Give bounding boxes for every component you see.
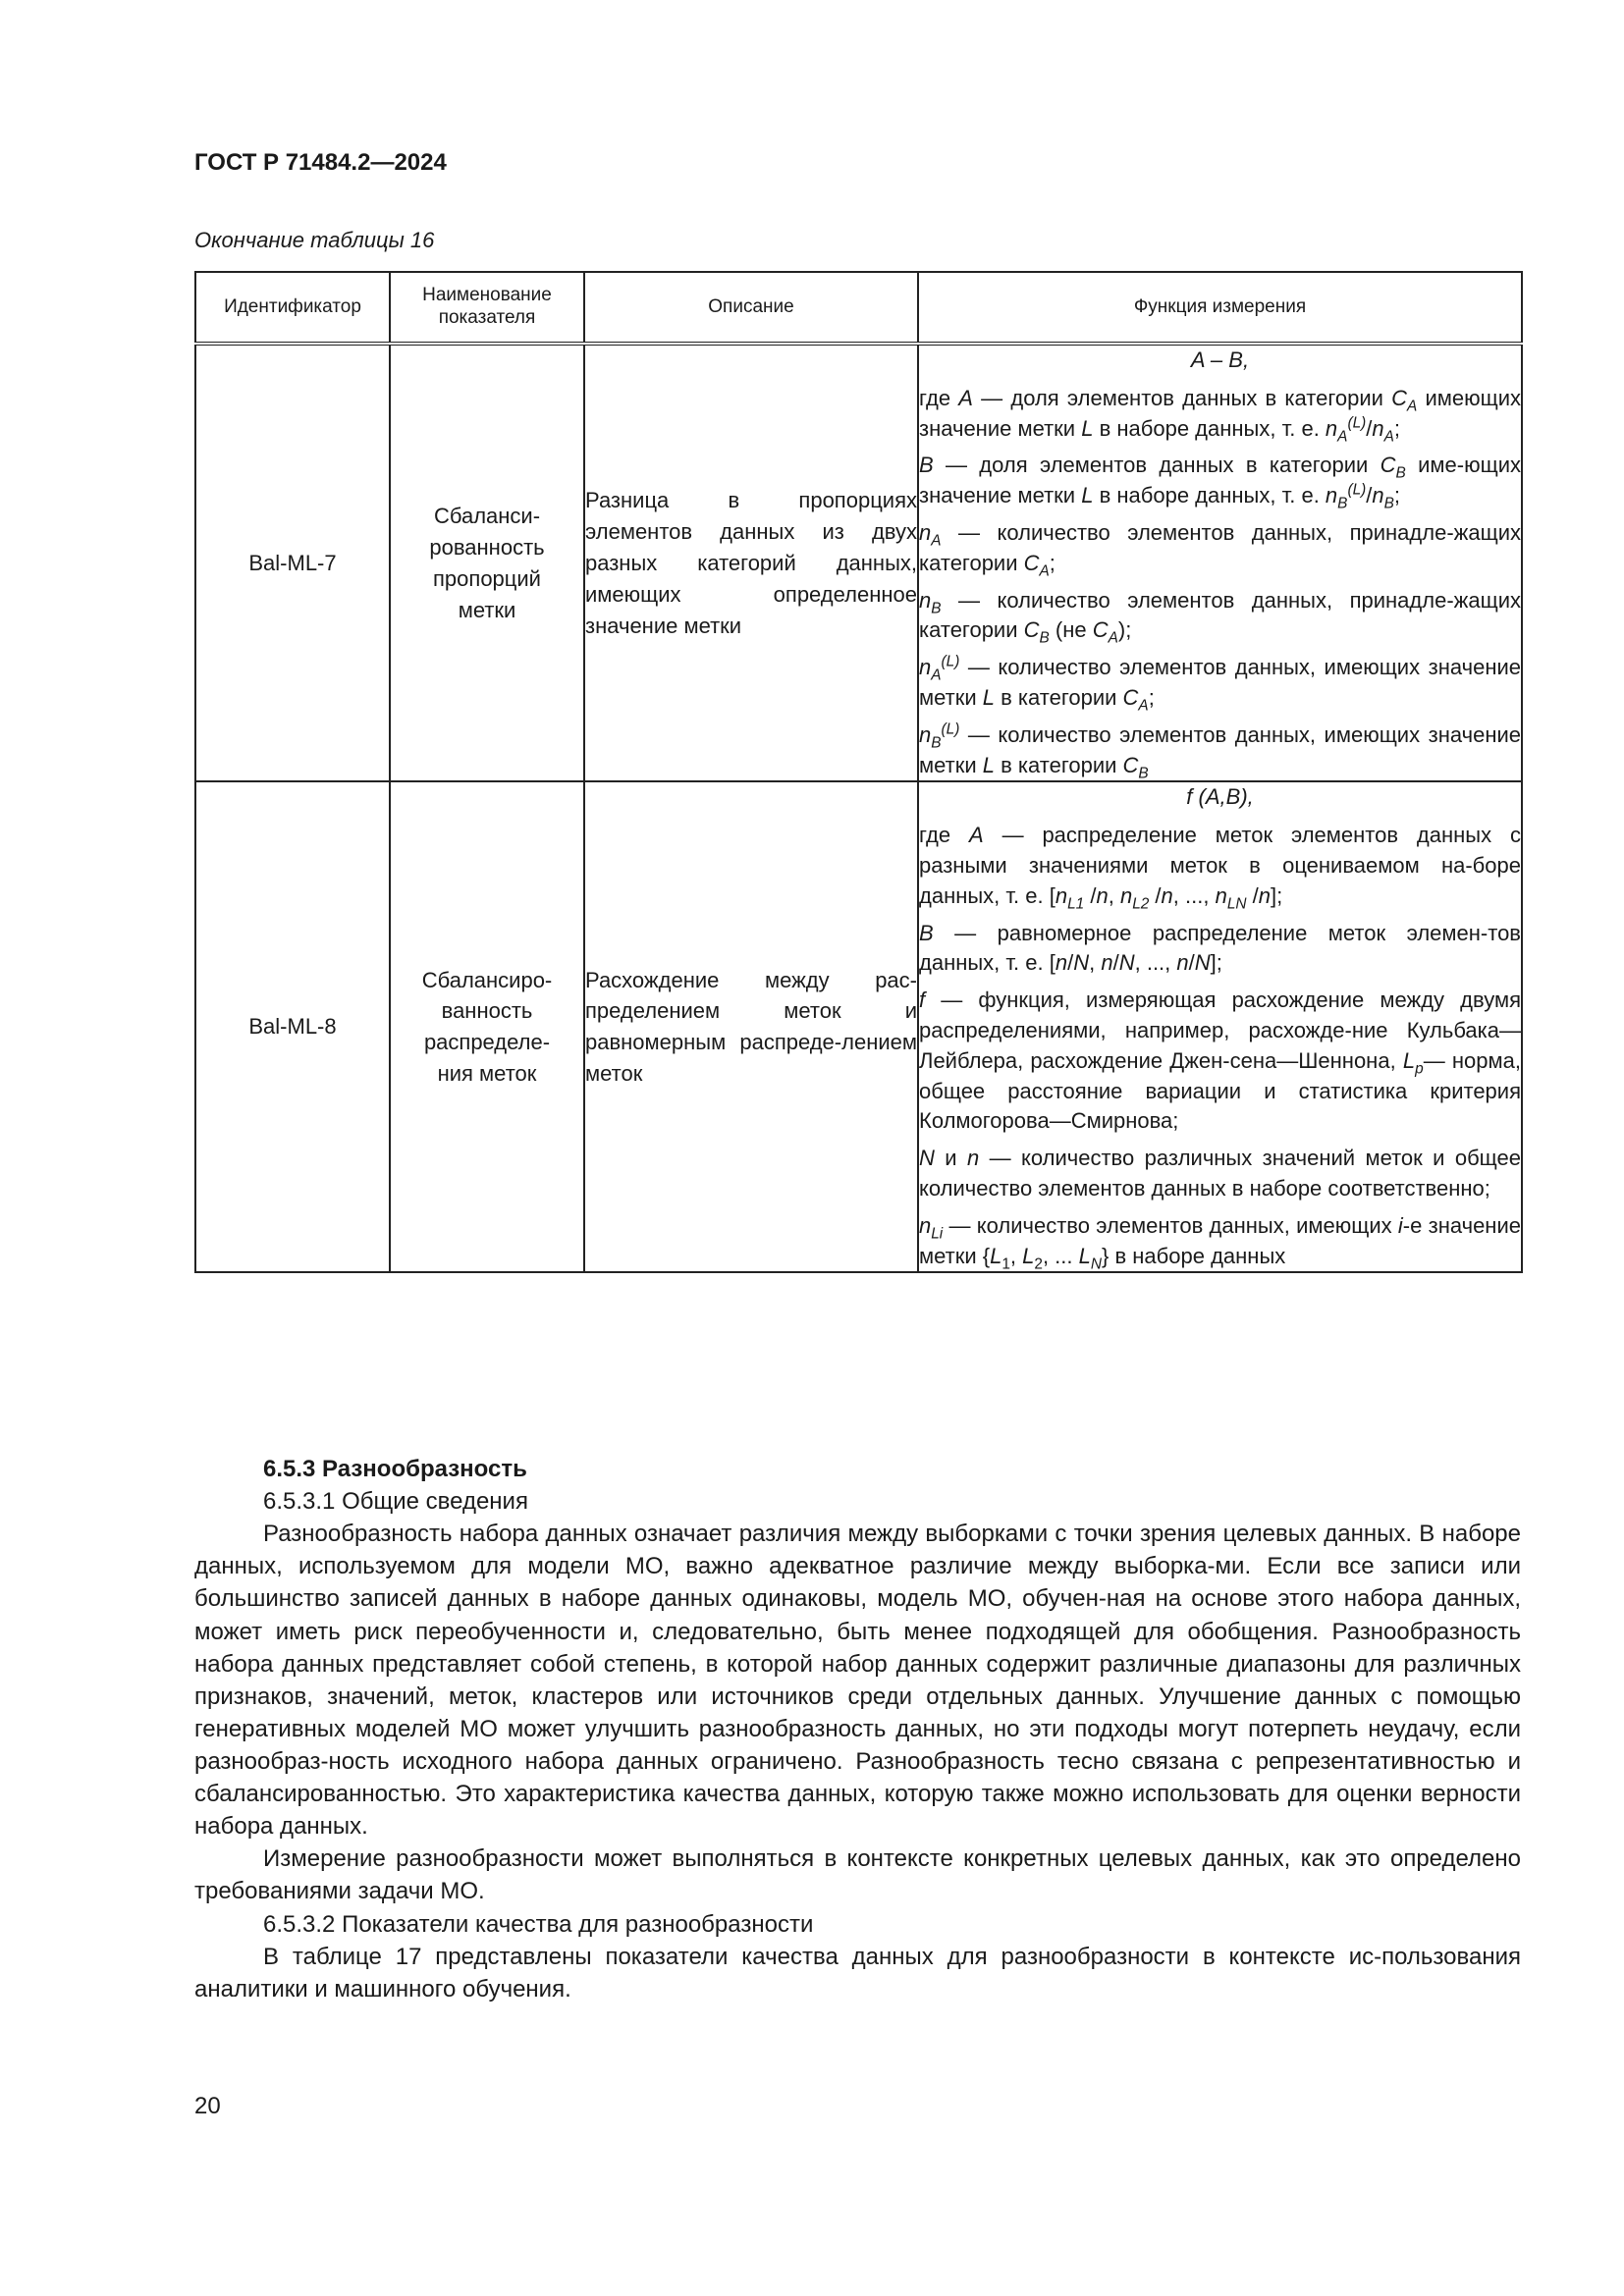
formula-line: где A — распределение меток элементов данных с разными значениями меток в оцениваемом на-боре данных, т. е. [$n_{L1}$ /n, $n_{L2}$ /n, ..., $n_{LN}$ /n]; (919, 823, 1521, 913)
measures-table (194, 271, 1523, 1273)
column-header-function: Функция измерения (918, 272, 1522, 344)
column-header-description: Описание (584, 272, 918, 344)
cell-identifier: Bal-ML-8 (195, 781, 390, 1272)
formula-line: f — функция, измеряющая расхождение между двумя распределениями, например, расхожде-ние Кульбака—Лейблера, расхождение Джен-сена—Шеннона, $L_p—$ норма, общее расстояние вариации и статистика критерия Колмогорова—Смирнова; (919, 988, 1521, 1134)
cell-description: Расхождение между рас-пределением меток и равномерным распреде-лением меток (584, 781, 918, 1272)
subsection-heading: 6.5.3.1 Общие сведения (263, 1488, 528, 1516)
formula-line: где A — доля элементов данных в категории $C_A$ имеющих значение метки L в наборе данных, т. е. $n_A^{(L)}/n_A$; (919, 385, 1521, 445)
cell-identifier: Bal-ML-7 (195, 344, 390, 781)
cell-name: Сбалансиро- ванность распределе- ния меток (390, 781, 584, 1272)
page-number: 20 (194, 2093, 221, 2119)
formula-line: $n_B^{(L)}$ — количество элементов данных, имеющих значение метки L в категории $C_B$ (919, 721, 1521, 781)
formula-line: $n_B$ — количество элементов данных, принадле-жащих категории $C_B$ (не $C_A$); (919, 587, 1521, 647)
formula-line: $n_{Li}$ — количество элементов данных, имеющих i-е значение метки {$L_1$, $L_2$, ... $L_N$} в наборе данных (919, 1212, 1521, 1272)
subsection-heading: 6.5.3.2 Показатели качества для разнообразности (263, 1910, 814, 1938)
section-heading: 6.5.3 Разнообразность (263, 1456, 527, 1482)
column-header-identifier: Идентификатор (195, 272, 390, 344)
document-code: ГОСТ Р 71484.2—2024 (194, 149, 447, 176)
table-row (195, 344, 1522, 781)
formula: A – B, (1190, 347, 1250, 372)
cell-function (918, 781, 1522, 1272)
paragraph: Измерение разнообразности может выполняться в контексте конкретных целевых данных, как это определено требованиями задачи МО. (194, 1845, 1521, 1905)
table-row (195, 781, 1522, 1272)
section-body (194, 1453, 1521, 2005)
cell-name: Сбаланси- рованность пропорций метки (390, 344, 584, 781)
formula-line: $n_A$ — количество элементов данных, принадле-жащих категории $C_A$; (919, 519, 1521, 580)
table-caption: Окончание таблицы 16 (194, 228, 435, 252)
cell-description: Разница в пропорциях элементов данных из двух разных категорий данных, имеющих определенное значение метки (584, 344, 918, 781)
formula-line: N и n — количество различных значений меток и общее количество элементов данных в наборе соответственно; (919, 1146, 1522, 1201)
formula-line: $n_A^{(L)}$ — количество элементов данных, имеющих значение метки L в категории $C_A$; (919, 653, 1521, 715)
paragraph: Разнообразность набора данных означает различия между выборками с точки зрения целевых данных. В наборе данных, используемом для модели МО, важно адекватное различие между выборка-ми. Если все записи или большинство записей данных в наборе данных одинаковы, модель МО, обучен-ная на основе этого набора данных, может иметь риск переобученности и, следовательно, быть менее подходящей для обобщения. Разнообразность набора данных представляет собой степень, в которой набор данных содержит различные диапазоны для различных признаков, значений, меток, кластеров или источников среди отдельных данных. Улучшение данных с помощью генеративных моделей МО может улучшить разнообразность данных, но эти подходы могут потерпеть неудачу, если разнообраз-ность исходного набора данных ограничено. Разнообразность тесно связана с репрезентативностью и сбалансированностью. Это характеристика качества данных, которую также можно использовать для оценки верности набора данных. (194, 1521, 1521, 1841)
cell-function (918, 344, 1522, 781)
formula: f (A,B), (1186, 784, 1254, 810)
formula-line: B — доля элементов данных в категории $C_B$ име-ющих значение метки L в наборе данных, т. е. $n_B^{(L)}/n_B$; (919, 453, 1521, 512)
column-header-name: Наименование показателя (390, 272, 584, 344)
paragraph: В таблице 17 представлены показатели качества данных для разнообразности в контексте ис-пользования аналитики и машинного обучения. (194, 1943, 1521, 2002)
formula-line: B — равномерное распределение меток элемен-тов данных, т. е. [n/N, n/N, ..., n/N]; (919, 920, 1521, 976)
table-header-row (195, 272, 1522, 344)
